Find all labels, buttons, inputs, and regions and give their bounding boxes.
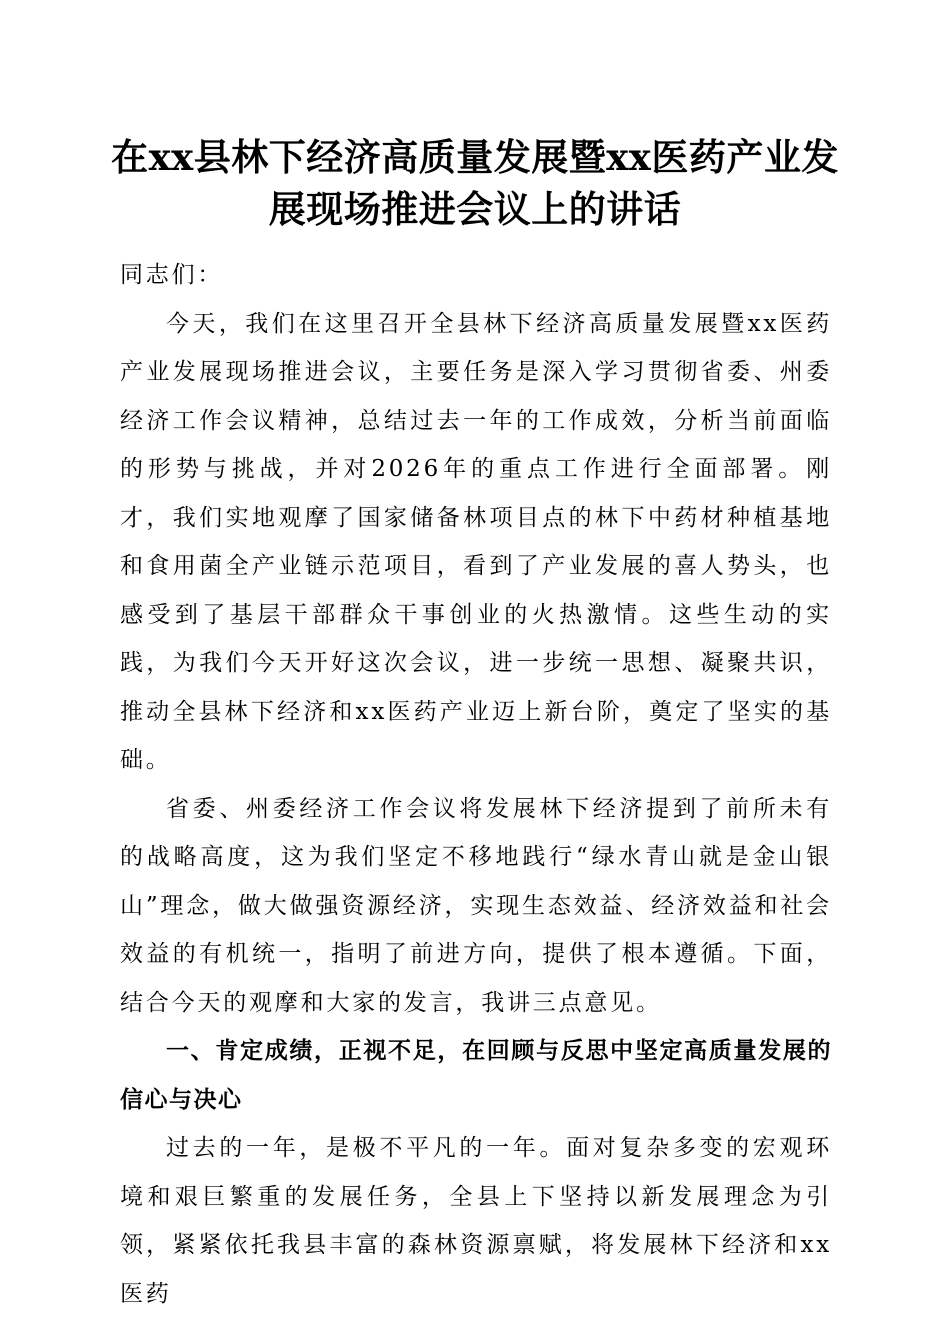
salutation: 同志们： — [120, 262, 224, 288]
section-paragraph-1: 过去的一年，是极不平凡的一年。面对复杂多变的宏观环境和艰巨繁重的发展任务，全县上下坚持以新发展理念为引领，紧紧依托我县丰富的森林资源禀赋，将发展林下经济和xx医药 — [120, 1135, 832, 1307]
body-paragraph-1: 今天，我们在这里召开全县林下经济高质量发展暨xx医药产业发展现场推进会议，主要任务是深入学习贯彻省委、州委经济工作会议精神，总结过去一年的工作成效，分析当前面临的形势与挑战，并对2026年的重点工作进行全面部署。刚才，我们实地观摩了国家储备林项目点的林下中药材种植基地和食用菌全产业链示范项目，看到了产业发展的喜人势头，也感受到了基层干部群众干事创业的火热激情。这些生动的实践，为我们今天开好这次会议，进一步统一思想、凝聚共识，推动全县林下经济和xx医药产业迈上新台阶，奠定了坚实的基础。 — [120, 310, 832, 773]
body-paragraph-2: 省委、州委经济工作会议将发展林下经济提到了前所未有的战略高度，这为我们坚定不移地践行“绿水青山就是金山银山”理念，做大做强资源经济，实现生态效益、经济效益和社会效益的有机统一，指明了前进方向，提供了根本遵循。下面，结合今天的观摩和大家的发言，我讲三点意见。 — [120, 795, 832, 1016]
document-body — [120, 251, 832, 1318]
section-heading-1: 一、肯定成绩，正视不足，在回顾与反思中坚定高质量发展的信心与决心 — [120, 1038, 832, 1113]
document-title: 在xx县林下经济高质量发展暨xx医药产业发展现场推进会议上的讲话 — [111, 135, 839, 231]
